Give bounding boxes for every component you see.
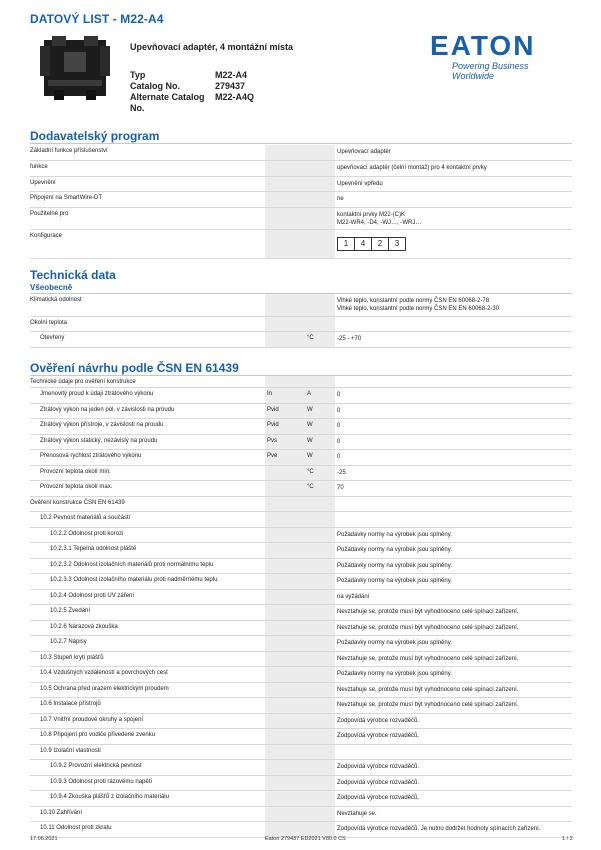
table-row (30, 230, 572, 259)
table-row (30, 621, 572, 637)
row-unit (305, 512, 335, 527)
row-value: 0 (337, 454, 341, 460)
table-row (30, 404, 572, 420)
row-symbol (265, 698, 305, 713)
row-value: -25 - +70 (337, 336, 362, 342)
design-verification-table (30, 376, 572, 838)
row-label: Konfigurace (30, 233, 63, 239)
row-label: 10.9.2 Provozní elektrická pevnost (50, 763, 142, 769)
table-row (30, 419, 572, 435)
row-label: Použitelné pro (30, 211, 69, 217)
eaton-logo (430, 31, 570, 81)
row-symbol (265, 652, 305, 667)
cell-symbol (265, 230, 305, 258)
spec-value: M22-A4Q (215, 92, 255, 102)
config-slot: 2 (371, 237, 389, 251)
table-row (30, 388, 572, 404)
row-unit (305, 791, 335, 806)
cell-unit (305, 192, 335, 207)
cell-unit (305, 161, 335, 176)
row-unit: °C (305, 466, 335, 481)
spec-value: 279437 (215, 81, 246, 91)
row-unit (305, 376, 335, 387)
product-name: Upevňovací adaptér, 4 montážní místa (130, 42, 294, 52)
row-value (335, 208, 572, 229)
table-row (30, 559, 572, 575)
section-title-supplier: Dodavatelský program (30, 129, 160, 143)
row-label: 10.4 Vzdušných vzdáleností a povrchových cest (40, 670, 168, 676)
row-value: Nevztahuje se. (337, 810, 377, 817)
row-symbol (265, 745, 305, 760)
table-row (30, 590, 572, 606)
row-label: 10.2.2 Odolnost proti korozi (50, 530, 124, 537)
spec-value: M22-A4 (215, 70, 248, 80)
table-row (30, 294, 572, 317)
row-label: 10.10 Zahřívání (40, 809, 83, 816)
row-label: 10.2.7 Nápisy (50, 639, 87, 645)
row-value: Nevztahuje se, protože musí být vyhodnoceno celé spínací zařízení. (337, 686, 519, 693)
row-value-line: kontaktní prvky M22-(C)K (337, 212, 406, 218)
row-symbol (265, 729, 305, 744)
table-row (30, 435, 572, 451)
row-value: Požadavky normy na výrobek jsou splněny. (337, 578, 452, 584)
supplier-table (30, 145, 572, 259)
row-label: Připojení na SmartWire-DT (30, 195, 103, 201)
row-symbol (265, 559, 305, 574)
cell-unit (305, 230, 335, 258)
row-value: na vyžádání (337, 593, 370, 600)
row-unit: °C (305, 481, 335, 496)
row-value: Požadavky normy na výrobek jsou splněny. (337, 562, 452, 569)
section-title-technical: Technická data (30, 268, 116, 282)
table-row (30, 729, 572, 745)
row-unit: W (305, 419, 335, 434)
table-row (30, 776, 572, 792)
table-row (30, 376, 572, 388)
row-label: 10.5 Ochrana před úrazem elektrickým proudem (40, 685, 169, 692)
config-slot: 1 (337, 237, 355, 251)
row-unit (305, 683, 335, 698)
row-value: Požadavky normy na výrobek jsou splněny. (337, 531, 452, 538)
row-unit (305, 574, 335, 589)
row-value (335, 376, 572, 387)
row-symbol (265, 497, 305, 512)
table-row (30, 192, 572, 208)
row-label: Provozní teplota okolí min. (40, 468, 111, 475)
table-row (30, 481, 572, 497)
table-row (30, 698, 572, 714)
row-label: Základní funkce příslušenství (30, 148, 108, 154)
row-unit: A (305, 388, 335, 403)
row-symbol (265, 376, 305, 387)
row-label: Jmenovitý proud k údaji ztrátového výkonu (40, 391, 154, 397)
row-symbol (265, 636, 305, 651)
row-value (335, 745, 572, 760)
table-row (30, 450, 572, 466)
cell-symbol (265, 145, 305, 160)
cell-unit (305, 177, 335, 191)
row-label: 10.3 Stupeň krytí plášťů (40, 654, 104, 661)
row-value: Zodpovídá výrobce rozvaděčů. (337, 717, 420, 724)
row-label: 10.2.3.3 Odolnost izolačního materiálu proti nadměrnému teplu (50, 577, 218, 583)
table-row (30, 574, 572, 590)
row-symbol: In (265, 388, 305, 403)
product-image (40, 34, 110, 102)
row-symbol (265, 714, 305, 729)
row-unit (305, 605, 335, 620)
row-symbol (265, 528, 305, 543)
row-unit (305, 776, 335, 791)
spec-row-alt-catalog (130, 92, 254, 114)
table-row (30, 332, 572, 348)
footer-date: 17.06.2021 (30, 836, 58, 842)
subsection-title-general: Všeobecně (30, 283, 73, 292)
table-row (30, 636, 572, 652)
row-value: Upevňovací adaptér (337, 149, 391, 155)
row-label: Ztrátový výkon na jeden pól, v závislosti na proudu (40, 406, 175, 413)
table-row (30, 714, 572, 730)
cell-symbol (265, 208, 305, 229)
spec-row-catalog (130, 81, 254, 92)
row-unit: W (305, 435, 335, 450)
row-unit (305, 294, 335, 316)
row-label: Klimatická odolnost (30, 297, 82, 303)
row-value: Zodpovídá výrobce rozvaděčů. (337, 779, 420, 786)
table-row (30, 745, 572, 761)
footer-doc-id: Eaton 279437 ED2021 V80.0 CS (265, 836, 346, 842)
row-label: 10.2.3.1 Tepelná odolnost pláště (50, 546, 137, 552)
cell-symbol (265, 332, 305, 347)
table-row (30, 683, 572, 699)
technical-table (30, 294, 572, 348)
row-label: 10.2.5 Zvedání (50, 608, 91, 614)
row-label: 10.11 Odolnost proti zkratu (40, 825, 112, 831)
row-unit: W (305, 450, 335, 465)
section-divider (30, 143, 572, 144)
spec-key: Alternate Catalog No. (130, 92, 205, 113)
row-label: Technické údaje pro ověření konstrukce (30, 379, 136, 385)
table-row (30, 543, 572, 559)
row-value (335, 512, 572, 527)
row-label: 10.2.6 Nárazová zkouška (50, 623, 118, 630)
row-value: 70 (337, 485, 344, 491)
row-value: 0 (337, 392, 341, 398)
spec-block (130, 70, 254, 114)
row-symbol (265, 512, 305, 527)
row-value: Upevnění vpředu (337, 181, 383, 187)
row-value: Požadavky normy na výrobek jsou splněny. (337, 671, 452, 677)
row-symbol (265, 605, 305, 620)
spec-key: Typ (130, 70, 146, 80)
row-label: funkce (30, 164, 48, 170)
row-symbol (265, 574, 305, 589)
table-row (30, 161, 572, 177)
row-label: 10.7 Vnitřní proudové okruhy a spojení (40, 716, 144, 723)
row-value: 0 (337, 423, 341, 429)
spec-row-type (130, 70, 254, 81)
row-value: Zodpovídá výrobce rozvaděčů. (337, 733, 420, 739)
row-unit (305, 822, 335, 837)
row-label: 10.9.4 Zkouška plášťů z izolačního materiálu (50, 794, 169, 800)
row-symbol (265, 590, 305, 605)
table-row (30, 145, 572, 161)
row-symbol (265, 621, 305, 636)
row-unit (305, 497, 335, 512)
row-symbol (265, 776, 305, 791)
configuration-diagram (337, 237, 572, 251)
table-row (30, 667, 572, 683)
table-row (30, 807, 572, 823)
row-value: Nevztahuje se, protože musí být vyhodnoceno celé spínací zařízení. (337, 624, 519, 631)
row-symbol: Pvs (265, 435, 305, 450)
cell-symbol (265, 317, 305, 331)
row-symbol: Pvid (265, 419, 305, 434)
row-symbol (265, 822, 305, 837)
row-unit (305, 745, 335, 760)
row-value: Zodpovídá výrobce rozvaděčů. Je nutno dodržet hodnoty spínacích zařízení. (337, 826, 541, 832)
row-unit (305, 559, 335, 574)
row-value (335, 317, 572, 331)
section-title-design-verification: Ověření návrhu podle ČSN EN 61439 (30, 361, 239, 375)
row-label: Přenosová rychlost ztrátového výkonu (40, 453, 142, 459)
table-row (30, 528, 572, 544)
row-unit (305, 621, 335, 636)
row-unit (305, 729, 335, 744)
row-label: Ztrátový výkon statický, nezávislý na proudu (40, 437, 158, 444)
row-value: -25 (337, 469, 346, 476)
row-unit (305, 698, 335, 713)
row-value: Zodpovídá výrobce rozvaděčů. (337, 795, 420, 801)
row-label: 10.2.3.2 Odolnost izolačních materiálů proti normálnímu teplu (50, 561, 214, 568)
row-value: Požadavky normy na výrobek jsou splněny. (337, 547, 452, 553)
row-value-line: Vlhké teplo, konstantní podle normy ČSN EN 60068-2-78 (337, 298, 490, 304)
row-label: Provozní teplota okolí max. (40, 484, 113, 490)
row-value (335, 294, 572, 316)
row-unit (305, 714, 335, 729)
row-unit (305, 636, 335, 651)
table-row (30, 652, 572, 668)
table-row (30, 791, 572, 807)
table-row (30, 317, 572, 332)
row-label: Ztrátový výkon přístroje, v závislosti na proudu (40, 422, 164, 428)
row-unit: °C (305, 332, 335, 347)
cell-unit (305, 208, 335, 229)
row-label: 10.9 Izolační vlastnosti (40, 747, 101, 754)
spec-key: Catalog No. (130, 81, 181, 91)
row-value: 0 (337, 438, 341, 445)
table-row (30, 208, 572, 230)
cell-symbol (265, 294, 305, 316)
row-value: Nevztahuje se, protože musí být vyhodnoceno celé spínací zařízení. (337, 609, 519, 615)
row-value-line: Vlhké teplo, konstantní podle normy ČSN EN EN 60068-2-30 (337, 306, 500, 312)
row-unit (305, 590, 335, 605)
row-symbol (265, 543, 305, 558)
row-unit (305, 543, 335, 558)
config-slot: 3 (388, 237, 406, 251)
row-symbol (265, 466, 305, 481)
row-symbol (265, 791, 305, 806)
row-value (335, 230, 572, 258)
cell-unit (305, 145, 335, 160)
row-unit (305, 667, 335, 682)
row-unit (305, 807, 335, 822)
config-slot: 4 (354, 237, 372, 251)
cell-symbol (265, 177, 305, 191)
row-symbol: Pve (265, 450, 305, 465)
table-row (30, 177, 572, 192)
row-value: 0 (337, 407, 341, 414)
row-unit: W (305, 404, 335, 419)
row-unit (305, 652, 335, 667)
row-unit (305, 528, 335, 543)
row-unit (305, 317, 335, 331)
cell-symbol (265, 192, 305, 207)
row-label: Okolní teplota (30, 320, 68, 326)
row-value: ne (337, 196, 344, 202)
table-row (30, 497, 572, 513)
row-label: Upevnění (30, 180, 56, 186)
row-value (335, 497, 572, 512)
row-label: 10.2.4 Odolnost proti UV záření (50, 592, 135, 599)
row-symbol (265, 807, 305, 822)
footer-page-number: 1 / 2 (562, 836, 573, 842)
row-unit (305, 760, 335, 775)
row-symbol (265, 760, 305, 775)
row-label: Ověření konstrukce ČSN EN 61439 (30, 499, 125, 506)
table-row (30, 605, 572, 621)
row-value: Požadavky normy na výrobek jsou splněny. (337, 640, 452, 646)
row-value: Nevztahuje se, protože musí být vyhodnoceno celé spínací zařízení. (337, 702, 519, 708)
logo-wordmark: EATON (430, 30, 536, 61)
row-symbol (265, 667, 305, 682)
row-symbol (265, 481, 305, 496)
row-symbol: Pvid (265, 404, 305, 419)
row-label: Otevřený (40, 335, 65, 341)
row-value: Nevztahuje se, protože musí být vyhodnoceno celé spínací zařízení. (337, 655, 519, 662)
row-symbol (265, 683, 305, 698)
row-value: upevňovací adaptér (čelní montáž) pro 4 kontaktní prvky (337, 165, 487, 171)
row-label: 10.9.3 Odolnost proti rázovému napětí (50, 778, 153, 785)
document-title: DATOVÝ LIST - M22-A4 (30, 12, 164, 26)
row-value: Zodpovídá výrobce rozvaděčů. (337, 764, 420, 770)
row-value-line: M22-WR4, -D4, -WJ…, -WRJ… (337, 220, 422, 226)
table-row (30, 466, 572, 482)
table-row (30, 760, 572, 776)
row-label: 10.6 Instalace přístrojů (40, 701, 101, 707)
logo-tagline: Powering Business Worldwide (452, 61, 529, 81)
table-row (30, 512, 572, 528)
row-label: 10.2 Pevnost materiálů a součástí (40, 515, 131, 521)
row-label: 10.8 Připojení pro vodiče přivedené zvenku (40, 732, 156, 738)
cell-symbol (265, 161, 305, 176)
